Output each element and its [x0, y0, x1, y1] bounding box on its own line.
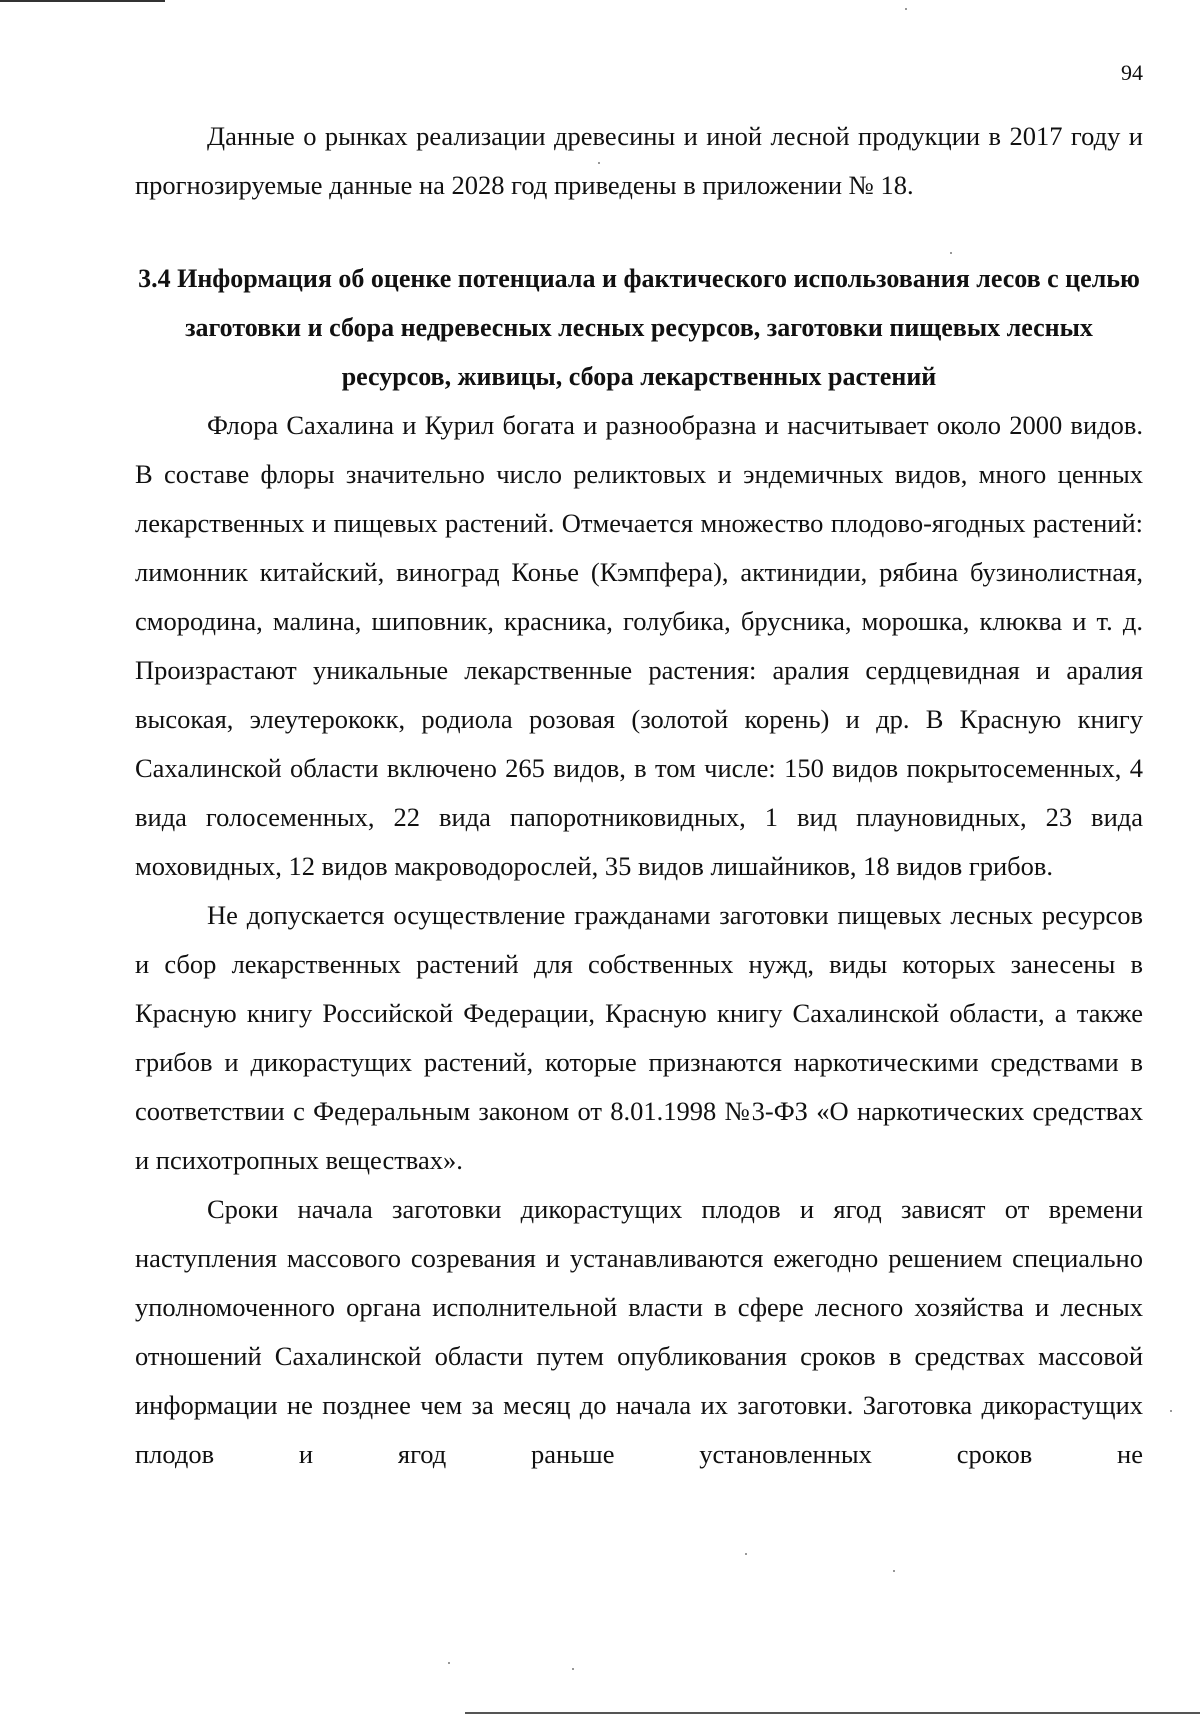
- scan-speck: [1170, 1410, 1172, 1412]
- scan-speck: [905, 8, 907, 10]
- scan-edge-line-top: [0, 0, 165, 2]
- paragraph-intro: Данные о рынках реализации древесины и иной лесной продукции в 2017 году и прогнозируемые данные на 2028 год приведены в приложении № 18.: [135, 121, 1143, 200]
- scan-speck: [950, 252, 952, 254]
- scan-speck: [448, 1662, 450, 1664]
- document-body: [135, 112, 1143, 1479]
- paragraph-flora: Флора Сахалина и Курил богата и разнообразна и насчитывает около 2000 видов. В составе флоры значительно число реликтовых и эндемичных видов, много ценных лекарственных и пищевых растений. Отмечается множество плодово-ягодных растений: лимонник китайский, виноград Конье (Кэмпфера), актинидии, рябина бузинолистная, смородина, малина, шиповник, красника, голубика, брусника, морошка, клюква и т. д. Произрастают уникальные лекарственные растения: аралия сердцевидная и аралия высокая, элеутерококк, родиола розовая (золотой корень) и др. В Красную книгу Сахалинской области включено 265 видов, в том числе: 150 видов покрытосеменных, 4 вида голосеменных, 22 вида папоротниковидных, 1 вид плауновидных, 23 вида моховидных, 12 видов макроводорослей, 35 видов лишайников, 18 видов грибов.: [135, 410, 1143, 881]
- scan-speck: [745, 1553, 747, 1555]
- page-number: 94: [1121, 60, 1143, 85]
- section-heading: 3.4 Информация об оценке потенциала и фактического использования лесов с целью заготовки и сбора недревесных лесных ресурсов, заготовки пищевых лесных ресурсов, живицы, сбора лекарственных растений: [138, 264, 1140, 391]
- paragraph-timing: Сроки начала заготовки дикорастущих плодов и ягод зависят от времени наступления массового созревания и устанавливаются ежегодно решением специально уполномоченного органа исполнительной власти в сфере лесного хозяйства и лесных отношений Сахалинской области путем опубликования сроков в средствах массовой информации не позднее чем за месяц до начала их заготовки. Заготовка дикорастущих плодов и ягод раньше установленных сроков не: [135, 1194, 1143, 1469]
- scan-speck: [893, 1570, 895, 1572]
- scan-edge-line-bottom: [465, 1712, 1200, 1714]
- paragraph-restriction: Не допускается осуществление гражданами заготовки пищевых лесных ресурсов и сбор лекарственных растений для собственных нужд, виды которых занесены в Красную книгу Российской Федерации, Красную книгу Сахалинской области, а также грибов и дикорастущих растений, которые признаются наркотическими средствами в соответствии с Федеральным законом от 8.01.1998 №3-ФЗ «О наркотических средствах и психотропных веществах».: [135, 900, 1143, 1175]
- scan-speck: [598, 162, 600, 164]
- scan-speck: [572, 1668, 574, 1670]
